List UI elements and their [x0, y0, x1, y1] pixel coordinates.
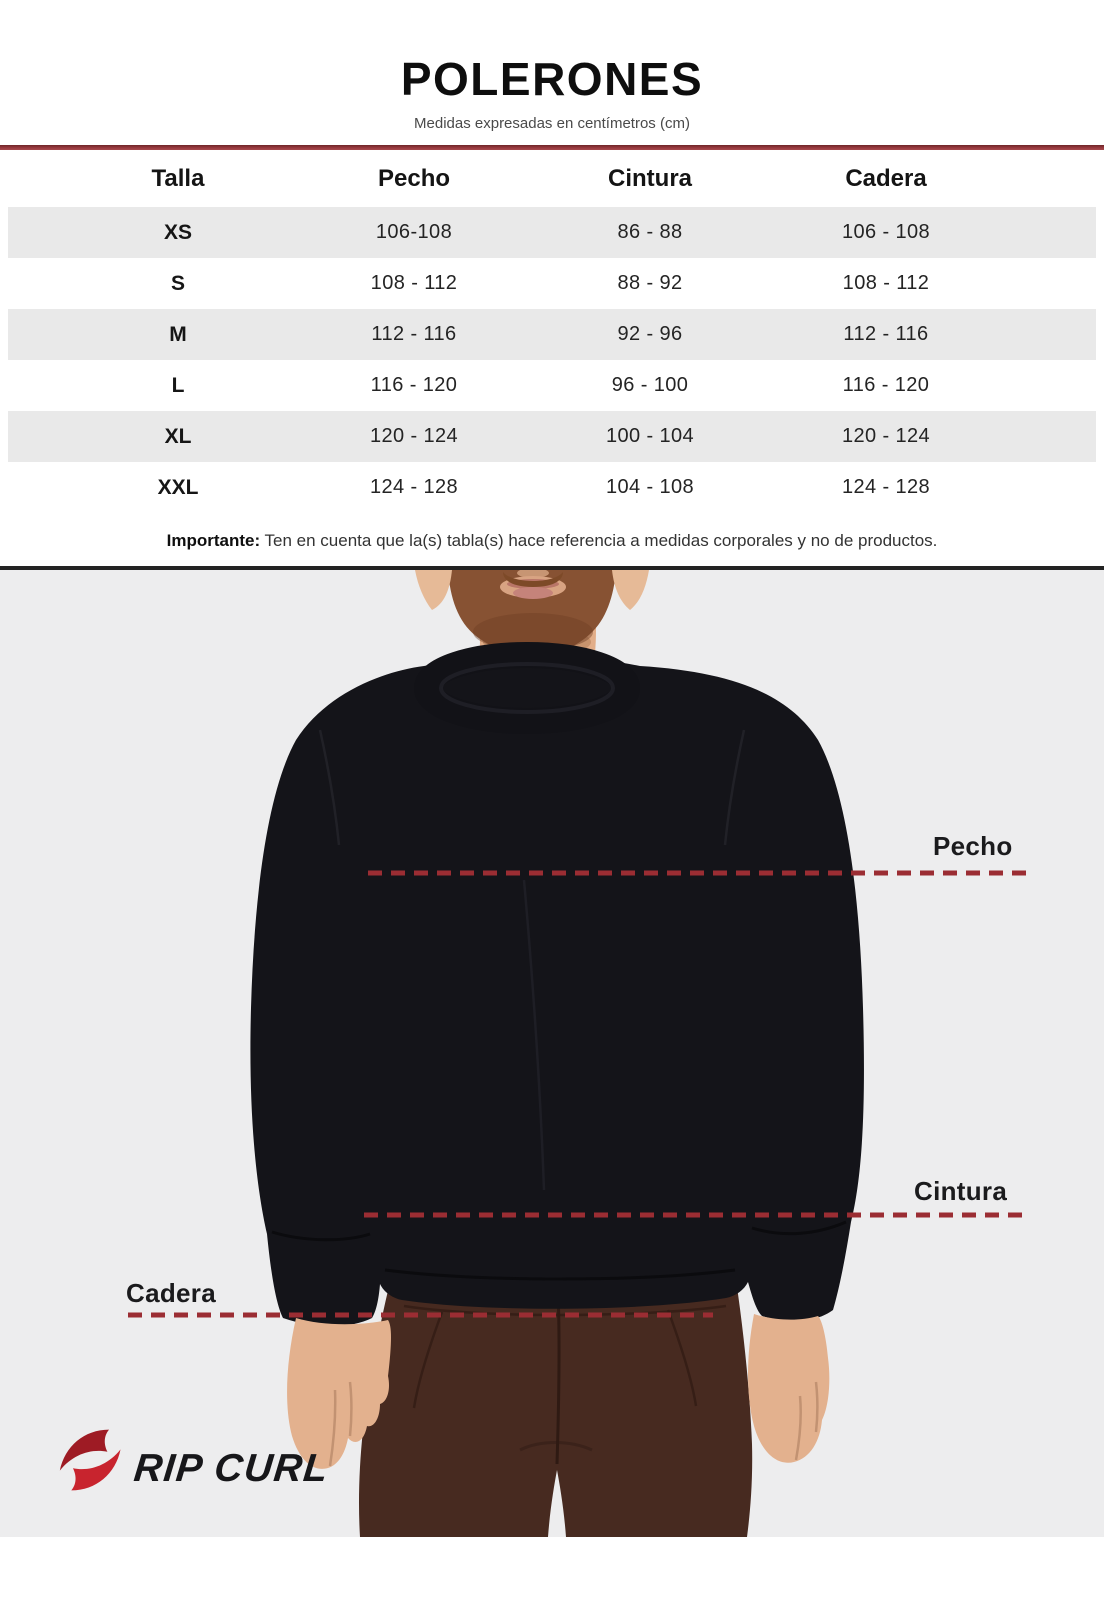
- cell-size: XS: [163, 220, 192, 244]
- brand-wordmark: RIP CURL: [131, 1447, 332, 1490]
- table-row-l: [8, 360, 1096, 411]
- cell-pecho: 120 - 124: [369, 425, 459, 447]
- cell-pecho: 124 - 128: [369, 476, 459, 498]
- measure-label-cadera: Cadera: [126, 1278, 216, 1308]
- note-label: Importante:: [166, 531, 261, 550]
- model-figure: [0, 570, 1104, 1537]
- table-row-xl: [8, 411, 1096, 462]
- cell-pecho: 116 - 120: [370, 374, 458, 396]
- page-subtitle: Medidas expresadas en centímetros (cm): [414, 115, 690, 132]
- cell-cadera: 124 - 128: [841, 476, 931, 498]
- lower-lip: [513, 587, 553, 599]
- note-text: Ten en cuenta que la(s) tabla(s) hace referencia a medidas corporales y no de productos.: [264, 531, 938, 550]
- cell-cintura: 104 - 108: [605, 476, 695, 498]
- table-row-s: [8, 258, 1096, 309]
- cell-pecho: 108 - 112: [370, 272, 458, 294]
- measure-label-cintura: Cintura: [914, 1176, 1008, 1206]
- cell-cintura: 96 - 100: [611, 374, 689, 396]
- cell-pecho: 106-108: [375, 221, 453, 243]
- cell-pecho: 112 - 116: [371, 323, 457, 345]
- footer-strip: [0, 1537, 1104, 1600]
- cell-size: XL: [164, 424, 192, 448]
- column-header-pecho: Pecho: [377, 164, 451, 192]
- column-header-talla: Talla: [151, 164, 205, 192]
- cheek-right: [612, 570, 649, 610]
- column-header-cintura: Cintura: [608, 164, 692, 192]
- table-row-xs: [8, 207, 1096, 258]
- cheek-left: [415, 570, 452, 610]
- page-title: POLERONES: [400, 53, 704, 105]
- rip-curl-swoosh-icon: [58, 1428, 124, 1492]
- rip-curl-logo: [58, 1428, 332, 1492]
- cell-cintura: 100 - 104: [605, 425, 695, 447]
- cell-size: M: [169, 322, 187, 346]
- important-note: [0, 531, 1104, 551]
- table-header-row: [8, 150, 1096, 207]
- cell-cadera: 108 - 112: [842, 272, 930, 294]
- cell-size: S: [170, 271, 185, 295]
- table-row-m: [8, 309, 1096, 360]
- pants: [359, 1280, 752, 1537]
- cell-size: XXL: [157, 475, 199, 499]
- model-photo: [0, 566, 1104, 1537]
- cell-cintura: 86 - 88: [617, 221, 683, 243]
- cell-cadera: 106 - 108: [841, 221, 931, 243]
- cell-cadera: 116 - 120: [842, 374, 930, 396]
- column-header-cadera: Cadera: [845, 164, 927, 192]
- sweatshirt: [250, 655, 864, 1326]
- cell-cintura: 88 - 92: [617, 272, 683, 294]
- cell-cintura: 92 - 96: [617, 323, 683, 345]
- cell-cadera: 120 - 124: [841, 425, 931, 447]
- measure-label-pecho: Pecho: [933, 831, 1013, 861]
- cell-size: L: [171, 373, 185, 397]
- cell-cadera: 112 - 116: [843, 323, 929, 345]
- table-row-xxl: [8, 462, 1096, 513]
